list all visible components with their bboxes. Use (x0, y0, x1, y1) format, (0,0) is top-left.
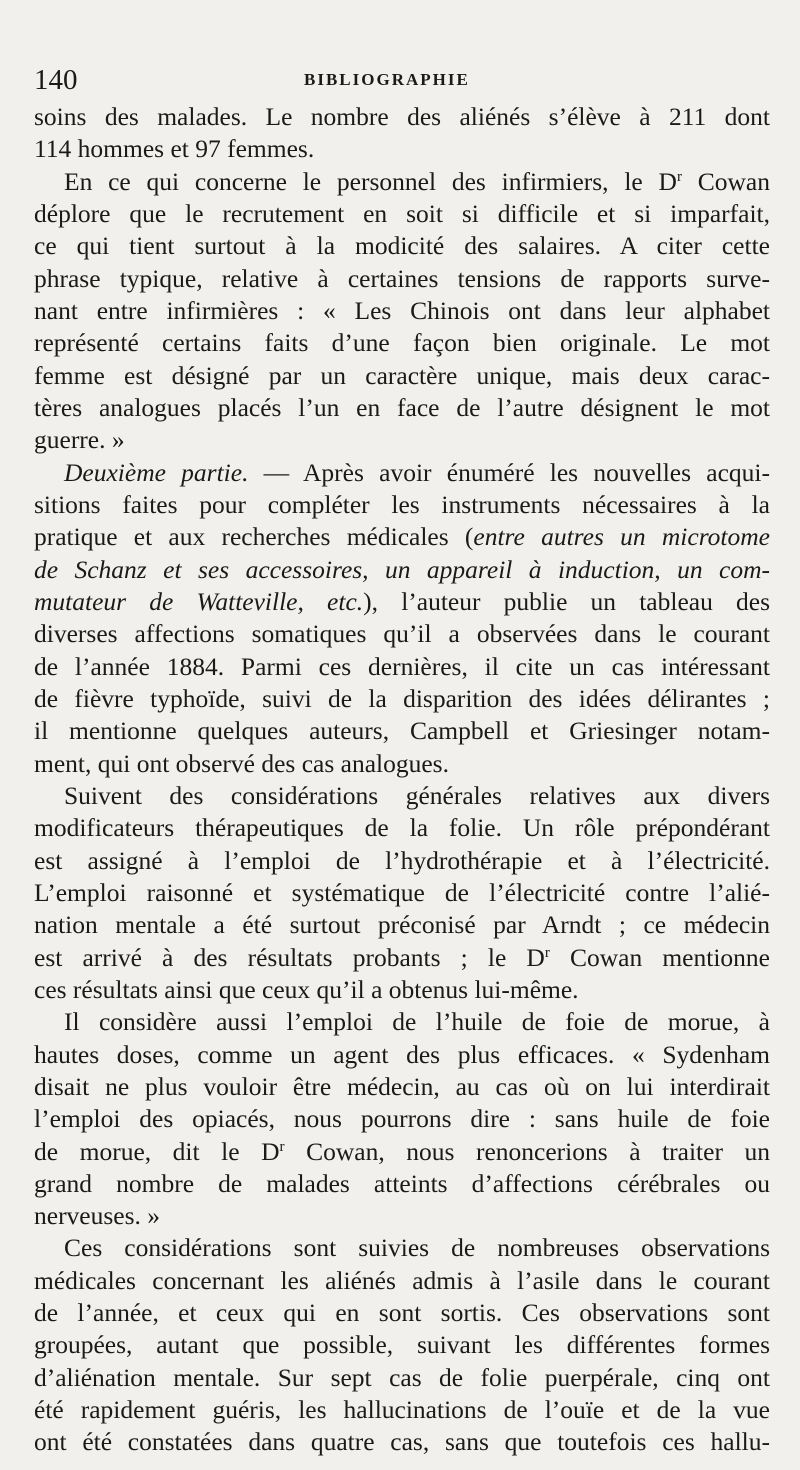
text-segment: de fièvre typhoïde, suivi de la disparition des idées délirantes ; (34, 683, 770, 713)
text-line (34, 1200, 770, 1232)
page-header (34, 62, 769, 100)
text-segment: Cowan mentionne (549, 942, 770, 972)
text-line (34, 812, 770, 844)
text-segment: d’aliénation mentale. Sur sept cas de folie puerpérale, cinq ont (34, 1362, 770, 1392)
text-line (34, 489, 770, 521)
text-segment: disait ne plus vouloir être médecin, au cas où on lui interdirait (34, 1071, 770, 1101)
text-segment: groupées, autant que possible, suivant les différentes formes (34, 1330, 770, 1360)
italic-text: Deuxième partie. (64, 457, 249, 487)
italic-text: de Schanz et ses accessoires, un appareil à induction, un com- (34, 554, 770, 584)
text-line (34, 877, 770, 909)
text-line (34, 1168, 770, 1200)
text-segment: déplore que le recrutement en soit si difficile et si imparfait, (34, 198, 770, 228)
text-segment: il mentionne quelques auteurs, Campbell et Griesinger notam- (34, 716, 770, 746)
running-title: BIBLIOGRAPHIE (304, 70, 470, 89)
superscript: r (676, 168, 682, 185)
text-segment: Cowan, nous renoncerions à traiter un (284, 1136, 770, 1166)
text-line (34, 521, 770, 553)
text-segment: L’emploi raisonné et systématique de l’électricité contre l’alié- (34, 877, 770, 907)
text-segment: tères analogues placés l’un en face de l’autre désignent le mot (34, 392, 770, 422)
page-number: 140 (34, 64, 78, 96)
text-segment: En ce qui concerne le personnel des infirmiers, le D (64, 166, 677, 196)
text-segment: diverses affections somatiques qu’il a observées dans le courant (34, 619, 770, 649)
text-segment: nant entre infirmières : « Les Chinois ont dans leur alphabet (34, 295, 770, 325)
text-line (34, 1006, 770, 1038)
text-line (34, 909, 770, 941)
text-segment: Cowan (681, 166, 770, 196)
text-line (34, 198, 770, 230)
text-segment: de l’année 1884. Parmi ces dernières, il cite un cas intéressant (34, 651, 770, 681)
text-segment: phrase typique, relative à certaines tensions de rapports surve- (34, 263, 770, 293)
text-segment: ), l’auteur publie un tableau des (363, 586, 770, 616)
text-line (34, 1039, 770, 1071)
text-line (34, 586, 770, 618)
text-segment: guerre. » (34, 425, 125, 455)
superscript: r (279, 1138, 285, 1155)
text-line (34, 295, 770, 327)
text-segment: hautes doses, comme un agent des plus efficaces. « Sydenham (34, 1039, 770, 1069)
text-segment: de l’année, et ceux qui en sont sortis. Ces observations sont (34, 1298, 770, 1328)
text-segment: 114 hommes et 97 femmes. (34, 134, 315, 164)
superscript: r (544, 944, 550, 961)
text-segment: est assigné à l’emploi de l’hydrothérapie et à l’électricité. (34, 845, 770, 875)
text-line (34, 230, 770, 262)
text-segment: ce qui tient surtout à la modicité des salaires. A citer cette (34, 231, 770, 261)
text-line (34, 424, 770, 456)
text-line (34, 1265, 770, 1297)
text-line (34, 618, 770, 650)
text-segment: ces résultats ainsi que ceux qu’il a obtenus lui-même. (34, 974, 579, 1004)
text-line (34, 1103, 770, 1135)
text-segment: soins des malades. Le nombre des aliénés s’élève à 211 dont (34, 102, 770, 131)
text-line (34, 974, 770, 1006)
text-segment: nerveuses. » (34, 1201, 161, 1231)
text-line (34, 748, 770, 780)
text-line (34, 1394, 770, 1426)
text-line (34, 360, 770, 392)
body-text (34, 101, 770, 1459)
text-segment: grand nombre de malades atteints d’affections cérébrales ou (34, 1168, 770, 1198)
text-segment: été rapidement guéris, les hallucinations de l’ouïe et de la vue (34, 1395, 770, 1425)
text-line (34, 166, 770, 198)
italic-text: entre autres un microtome (473, 522, 770, 552)
text-line (34, 942, 770, 974)
text-line (34, 101, 770, 133)
text-line (34, 133, 770, 165)
text-segment: pratique et aux recherches médicales ( (34, 522, 474, 552)
text-segment: femme est désigné par un caractère unique, mais deux carac- (34, 360, 770, 390)
text-segment: — Après avoir énuméré les nouvelles acqui- (248, 457, 770, 487)
text-line (34, 1297, 770, 1329)
text-line (34, 1426, 770, 1458)
text-segment: nation mentale a été surtout préconisé par Arndt ; ce médecin (34, 910, 770, 940)
text-segment: ont été constatées dans quatre cas, sans que toutefois ces hallu- (34, 1427, 770, 1457)
text-line (34, 780, 770, 812)
text-line (34, 327, 770, 359)
text-segment: Suivent des considérations générales relatives aux divers (64, 780, 770, 810)
text-segment: représenté certains faits d’une façon bien originale. Le mot (34, 328, 770, 358)
text-segment: de morue, dit le D (34, 1136, 280, 1166)
text-line (34, 554, 770, 586)
text-line (34, 263, 770, 295)
text-line (34, 1362, 770, 1394)
text-line (34, 392, 770, 424)
text-segment: Il considère aussi l’emploi de l’huile de foie de morue, à (64, 1007, 770, 1037)
text-line (34, 1329, 770, 1361)
text-line (34, 715, 770, 747)
text-segment: sitions faites pour compléter les instruments nécessaires à la (34, 489, 770, 519)
text-line (34, 683, 770, 715)
text-segment: modificateurs thérapeutiques de la folie. Un rôle prépondérant (34, 813, 770, 843)
text-segment: l’emploi des opiacés, nous pourrons dire : sans huile de foie (34, 1104, 770, 1134)
text-segment: est arrivé à des résultats probants ; le D (34, 942, 545, 972)
text-line (34, 1071, 770, 1103)
text-segment: Ces considérations sont suivies de nombreuses observations (64, 1233, 770, 1263)
text-line (34, 1232, 770, 1264)
text-segment: médicales concernant les aliénés admis à l’asile dans le courant (34, 1265, 770, 1295)
text-segment: ment, qui ont observé des cas analogues. (34, 748, 449, 778)
text-line (34, 1136, 770, 1168)
italic-text: mutateur de Watteville, etc. (34, 586, 364, 616)
text-line (34, 845, 770, 877)
text-line (34, 651, 770, 683)
text-line (34, 457, 770, 489)
